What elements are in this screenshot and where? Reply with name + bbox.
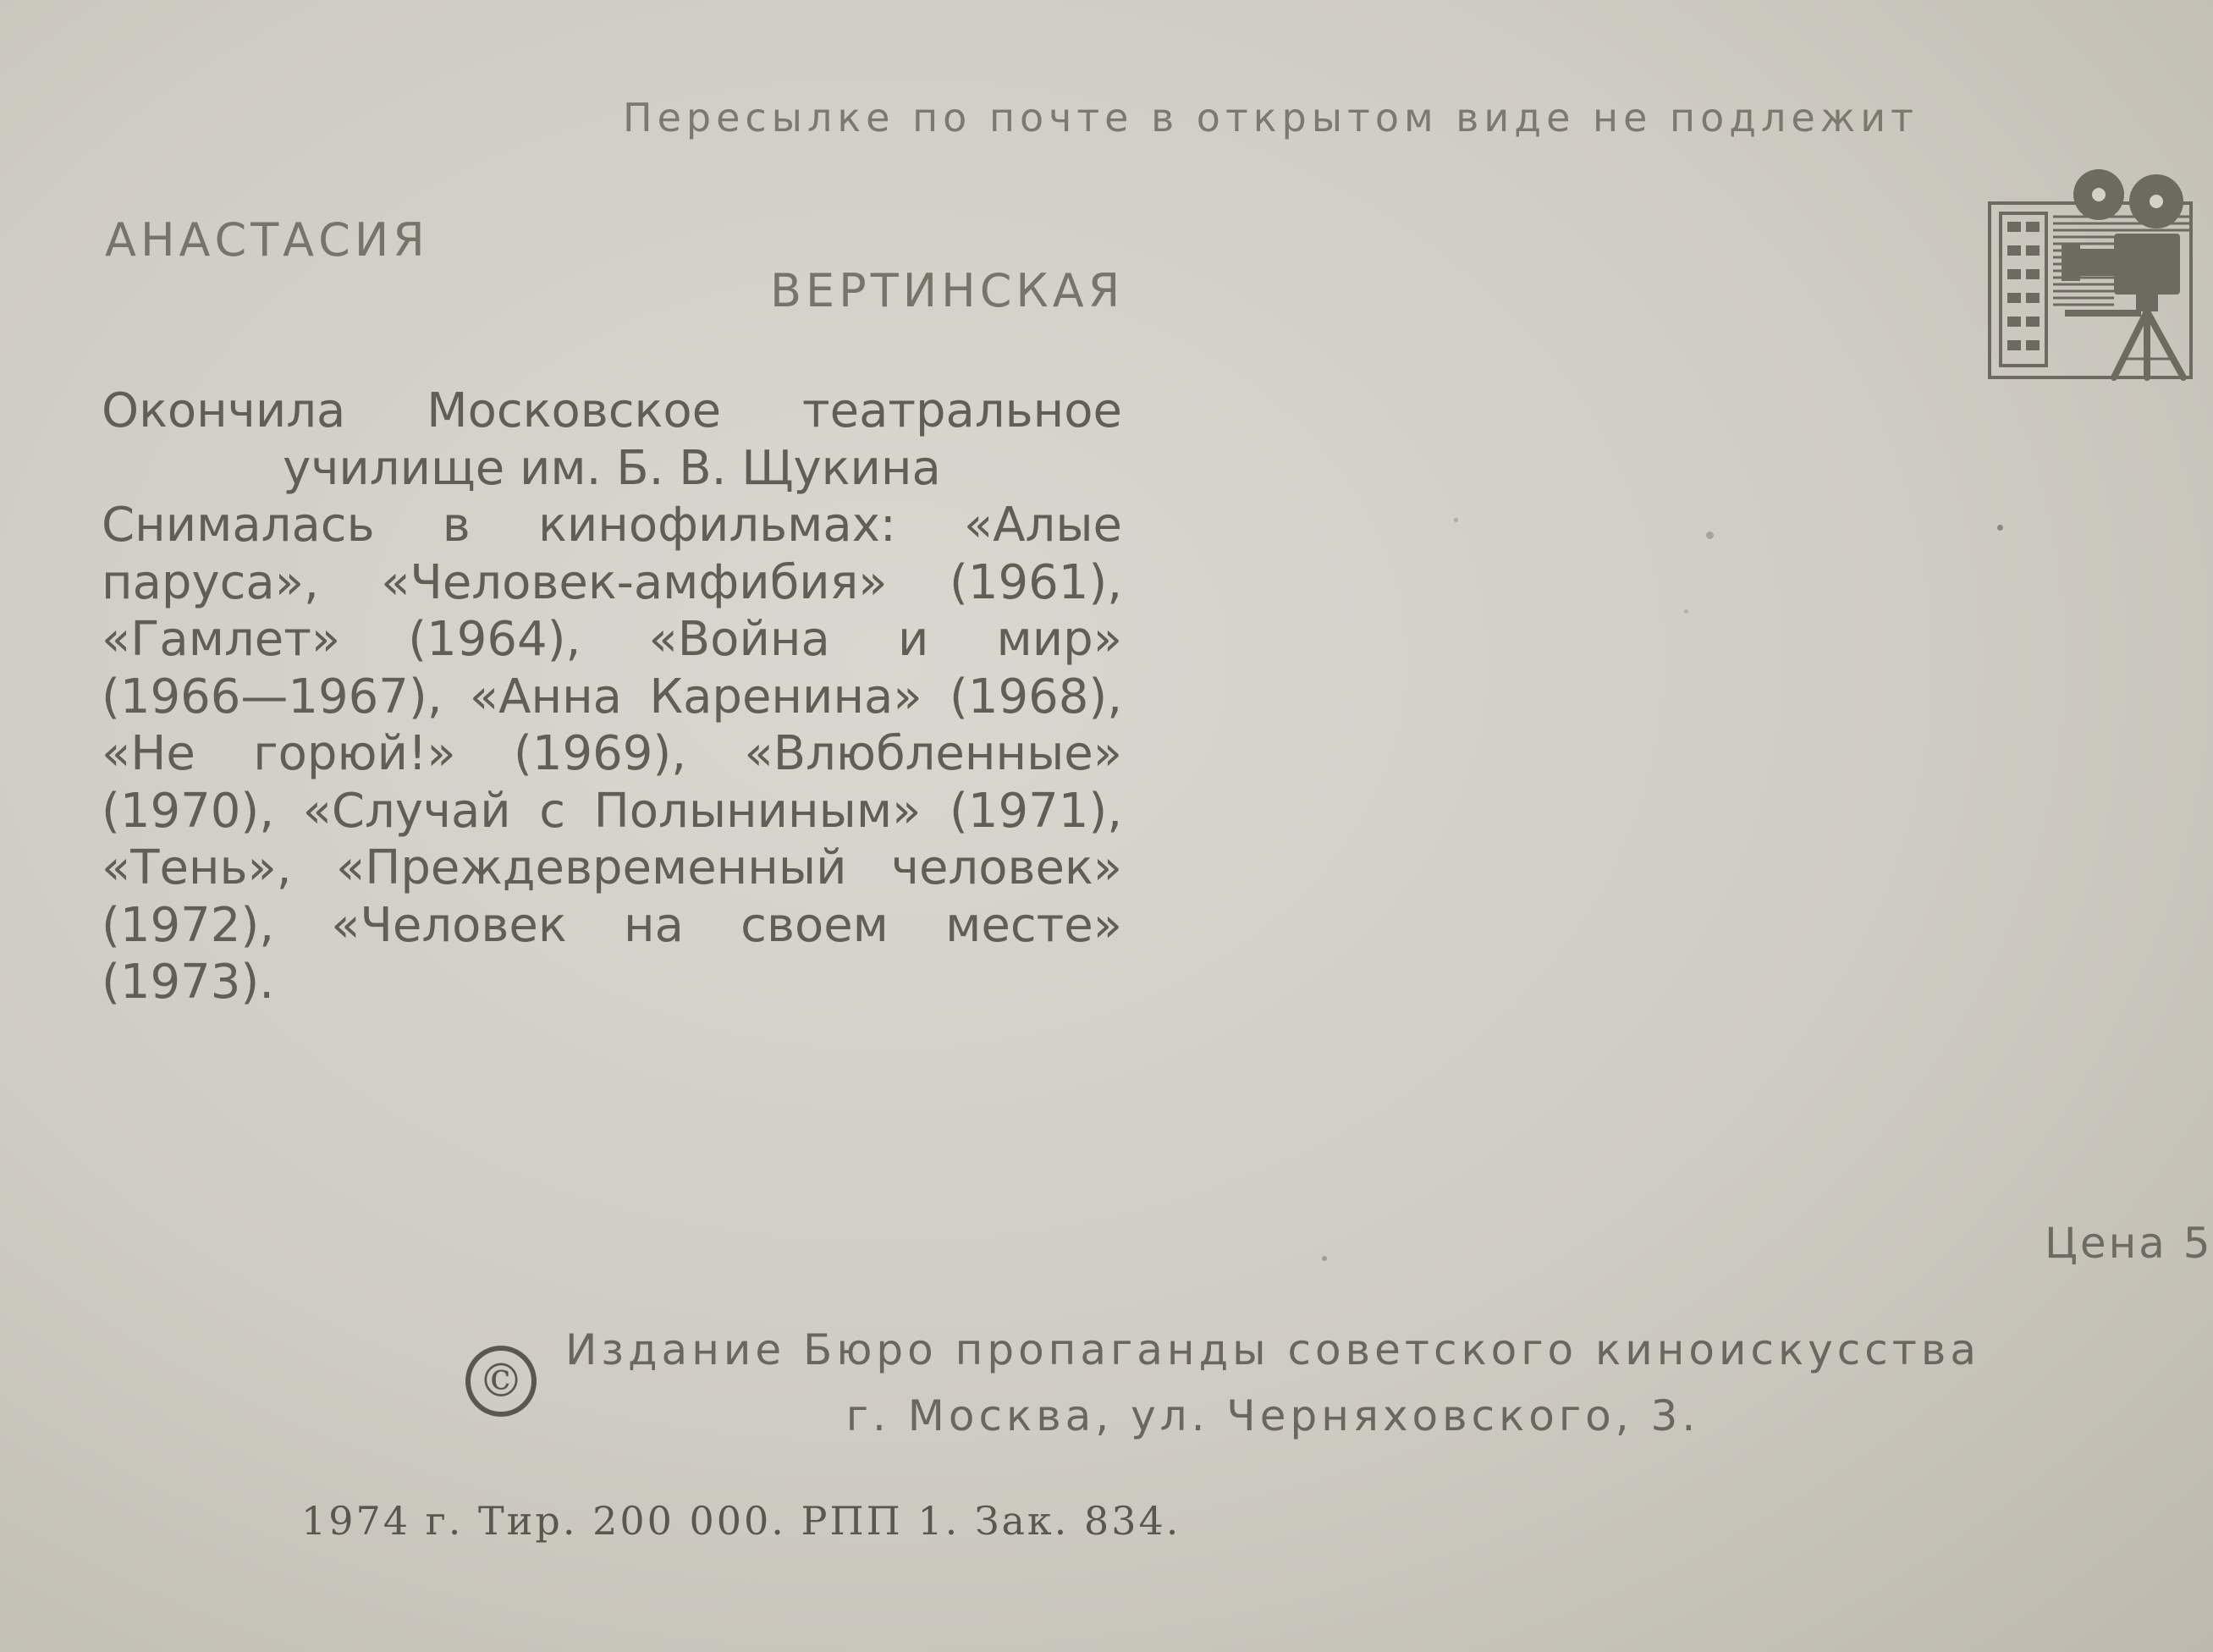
bio-line: (1972), «Человек на своем месте» [102,897,1122,953]
bio-line: Снималась в кинофильмах: «Алые [102,498,1122,553]
bio-line: (1973). [102,955,275,1010]
price-label: Цена 5 [2045,1219,2213,1268]
actor-first-name: АНАСТАСИЯ [105,213,429,267]
paper-speck [1322,1256,1327,1261]
bio-line: паруса», «Человек-амфибия» (1961), [102,554,1122,610]
biography [102,383,1122,1011]
actor-last-name: ВЕРТИНСКАЯ [770,264,1125,317]
paper-speck [1997,525,2003,531]
mailing-notice: Пересылке по почте в открытом виде не подлежит [623,95,1918,140]
paper-speck [1684,609,1688,614]
print-imprint: 1974 г. Тир. 200 000. РПП 1. Зак. 834. [301,1498,1181,1544]
publisher-address: г. Москва, ул. Черняховского, 3. [845,1391,1700,1440]
publisher-info [565,1317,1980,1449]
publisher-name: Издание Бюро пропаганды советского киноискусства [565,1325,1980,1374]
paper-speck [1706,531,1714,539]
bio-line: Окончила Московское театральное [102,383,1122,438]
bio-line: «Гамлет» (1964), «Война и мир» [102,612,1122,667]
bio-line: (1970), «Случай с Полыниным» (1971), [102,783,1122,839]
bio-line: (1966—1967), «Анна Каренина» (1968), [102,669,1122,724]
copyright-icon [464,1344,538,1418]
film-camera-icon [1987,166,2194,388]
bio-line: «Не горюй!» (1969), «Влюбленные» [102,726,1122,781]
paper-speck [1454,518,1458,522]
copyright-symbol: © [478,1354,524,1407]
bio-line: училище им. Б. В. Щукина [283,440,941,496]
bio-line: «Тень», «Преждевременный человек» [102,840,1122,895]
